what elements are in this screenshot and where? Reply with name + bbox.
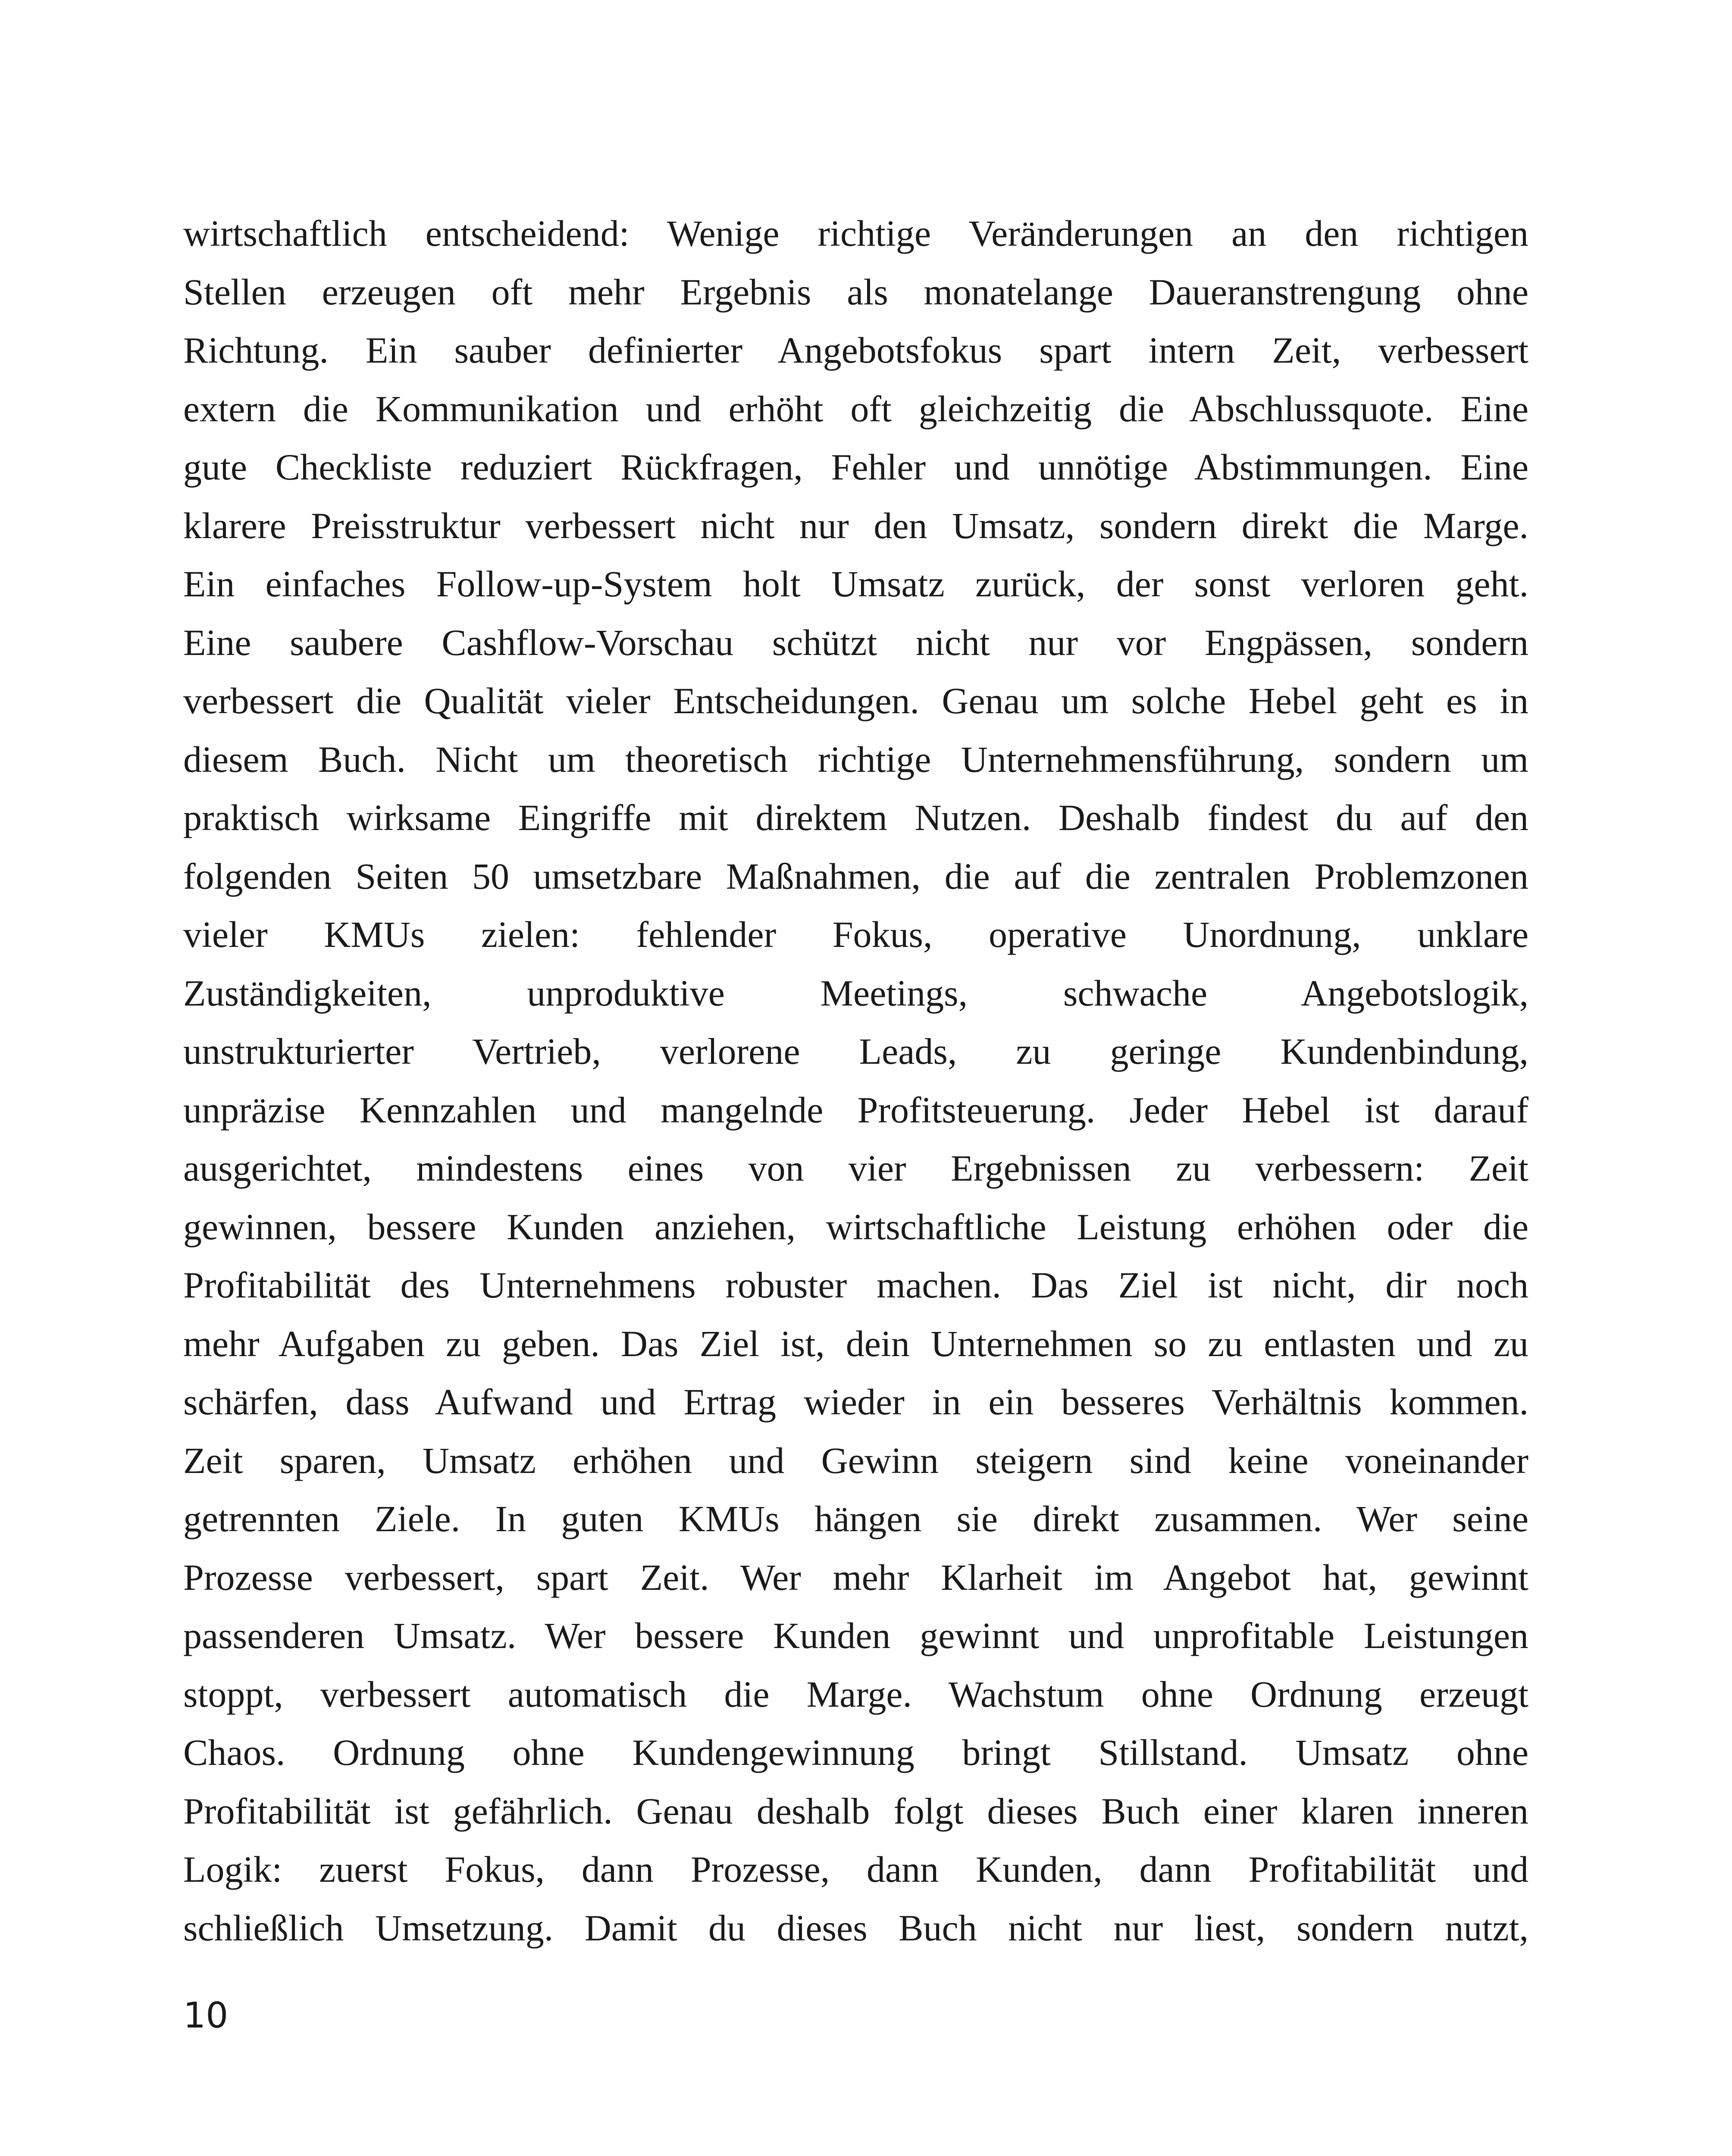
page-number: 10 [183, 1995, 229, 2036]
text-line: Eine saubere Cashflow-Vorschau schützt nicht nur vor Engpässen, sondern [183, 621, 1528, 663]
text-line: wirtschaftlich entscheidend: Wenige richtige Veränderungen an den richtigen [183, 213, 1528, 254]
text-line: passenderen Umsatz. Wer bessere Kunden gewinnt und unprofitable Leistungen [183, 1615, 1528, 1656]
text-line: Zuständigkeiten, unproduktive Meetings, schwache Angebotslogik, [183, 972, 1528, 1014]
text-line: schärfen, dass Aufwand und Ertrag wieder in ein besseres Verhältnis kommen. [183, 1381, 1528, 1423]
text-line: verbessert die Qualität vieler Entscheidungen. Genau um solche Hebel geht es in [183, 680, 1528, 721]
text-line: vieler KMUs zielen: fehlender Fokus, operative Unordnung, unklare [183, 914, 1528, 955]
text-line: Profitabilität des Unternehmens robuster machen. Das Ziel ist nicht, dir noch [183, 1264, 1528, 1306]
text-line: Chaos. Ordnung ohne Kundengewinnung bringt Stillstand. Umsatz ohne [183, 1732, 1528, 1773]
text-line: Profitabilität ist gefährlich. Genau deshalb folgt dieses Buch einer klaren inneren [183, 1790, 1528, 1832]
body-paragraph [183, 204, 1528, 1957]
text-line: ausgerichtet, mindestens eines von vier Ergebnissen zu verbessern: Zeit [183, 1147, 1528, 1189]
text-line: klarere Preisstruktur verbessert nicht nur den Umsatz, sondern direkt die Marge. [183, 505, 1528, 546]
text-line: praktisch wirksame Eingriffe mit direktem Nutzen. Deshalb findest du auf den [183, 797, 1528, 838]
text-line: Prozesse verbessert, spart Zeit. Wer mehr Klarheit im Angebot hat, gewinnt [183, 1556, 1528, 1598]
text-line: folgenden Seiten 50 umsetzbare Maßnahmen, die auf die zentralen Problemzonen [183, 855, 1528, 897]
text-line: Logik: zuerst Fokus, dann Prozesse, dann Kunden, dann Profitabilität und [183, 1849, 1528, 1890]
text-line: stoppt, verbessert automatisch die Marge. Wachstum ohne Ordnung erzeugt [183, 1673, 1528, 1715]
text-line: diesem Buch. Nicht um theoretisch richtige Unternehmensführung, sondern um [183, 738, 1528, 780]
text-line: unstrukturierter Vertrieb, verlorene Leads, zu geringe Kundenbindung, [183, 1031, 1528, 1072]
text-line: Stellen erzeugen oft mehr Ergebnis als monatelange Daueranstrengung ohne [183, 271, 1528, 313]
text-line: schließlich Umsetzung. Damit du dieses Buch nicht nur liest, sondern nutzt, [183, 1907, 1528, 1949]
text-line: extern die Kommunikation und erhöht oft gleichzeitig die Abschlussquote. Eine [183, 388, 1528, 429]
text-line: Ein einfaches Follow-up-System holt Umsatz zurück, der sonst verloren geht. [183, 563, 1528, 605]
text-line: mehr Aufgaben zu geben. Das Ziel ist, dein Unternehmen so zu entlasten und zu [183, 1322, 1528, 1364]
text-line: gute Checkliste reduziert Rückfragen, Fehler und unnötige Abstimmungen. Eine [183, 446, 1528, 488]
text-line: getrennten Ziele. In guten KMUs hängen sie direkt zusammen. Wer seine [183, 1498, 1528, 1539]
text-line: gewinnen, bessere Kunden anziehen, wirtschaftliche Leistung erhöhen oder die [183, 1206, 1528, 1247]
text-line: unpräzise Kennzahlen und mangelnde Profitsteuerung. Jeder Hebel ist darauf [183, 1089, 1528, 1131]
text-line: Richtung. Ein sauber definierter Angebotsfokus spart intern Zeit, verbessert [183, 329, 1528, 371]
text-line: Zeit sparen, Umsatz erhöhen und Gewinn steigern sind keine voneinander [183, 1439, 1528, 1481]
